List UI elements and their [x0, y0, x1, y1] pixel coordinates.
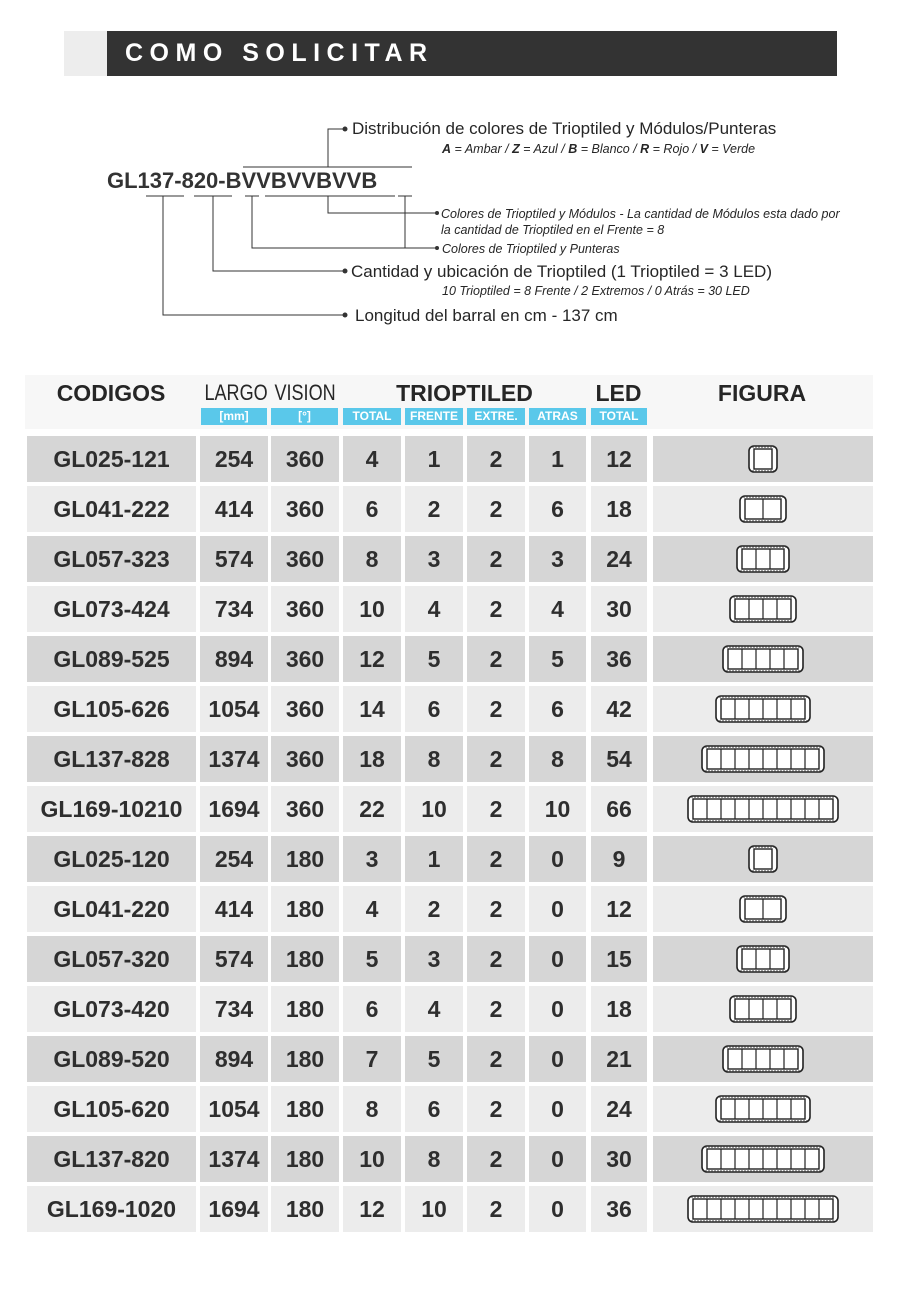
- table-row: [0, 436, 900, 482]
- cell-vision: 180: [271, 1086, 339, 1132]
- cell-figura: [653, 936, 873, 982]
- table-row: [0, 736, 900, 782]
- cell-atras: 0: [529, 1086, 586, 1132]
- cell-frente: 3: [405, 536, 463, 582]
- banner-title: COMO SOLICITAR: [125, 39, 434, 67]
- table-row: [0, 586, 900, 632]
- cell-vision: 180: [271, 886, 339, 932]
- subheader-deg: [°]: [271, 408, 338, 425]
- cell-frente: 2: [405, 486, 463, 532]
- cell-frente: 2: [405, 886, 463, 932]
- light-bar-figure: [700, 1144, 826, 1174]
- cell-largo: 1054: [200, 1086, 268, 1132]
- cell-figura: [653, 786, 873, 832]
- cell-total: 6: [343, 486, 401, 532]
- cell-atras: 0: [529, 1186, 586, 1232]
- cell-figura: [653, 686, 873, 732]
- cell-atras: 3: [529, 536, 586, 582]
- cell-total: 8: [343, 1086, 401, 1132]
- cell-vision: 180: [271, 836, 339, 882]
- cell-code: GL089-525: [27, 636, 196, 682]
- cell-figura: [653, 736, 873, 782]
- header-largo: LARGO: [204, 380, 268, 405]
- cell-frente: 5: [405, 636, 463, 682]
- cell-figura: [653, 586, 873, 632]
- subheader-total: TOTAL: [343, 408, 401, 425]
- cell-code: GL105-620: [27, 1086, 196, 1132]
- cell-extre: 2: [467, 536, 525, 582]
- cell-figura: [653, 1186, 873, 1232]
- cell-largo: 1374: [200, 1136, 268, 1182]
- light-bar-figure: [686, 1194, 840, 1224]
- table-row: [0, 1136, 900, 1182]
- cell-atras: 5: [529, 636, 586, 682]
- length-title: Longitud del barral en cm - 137 cm: [355, 306, 618, 325]
- cell-frente: 1: [405, 436, 463, 482]
- cell-frente: 6: [405, 686, 463, 732]
- cell-vision: 360: [271, 436, 339, 482]
- cell-atras: 8: [529, 736, 586, 782]
- cell-extre: 2: [467, 436, 525, 482]
- cell-total: 4: [343, 886, 401, 932]
- cell-code: GL073-424: [27, 586, 196, 632]
- subheader-extre: EXTRE.: [467, 408, 525, 425]
- qty-title: Cantidad y ubicación de Trioptiled (1 Trioptiled = 3 LED): [351, 262, 772, 281]
- cell-extre: 2: [467, 586, 525, 632]
- cell-largo: 1694: [200, 1186, 268, 1232]
- light-bar-figure: [735, 944, 791, 974]
- cell-led: 24: [591, 536, 647, 582]
- cell-vision: 180: [271, 936, 339, 982]
- cell-frente: 8: [405, 1136, 463, 1182]
- cell-vision: 360: [271, 786, 339, 832]
- header-codigos: CODIGOS: [56, 380, 166, 406]
- cell-figura: [653, 886, 873, 932]
- cell-extre: 2: [467, 486, 525, 532]
- cell-figura: [653, 436, 873, 482]
- cell-code: GL089-520: [27, 1036, 196, 1082]
- cell-code: GL025-120: [27, 836, 196, 882]
- cell-code: GL057-320: [27, 936, 196, 982]
- cell-code: GL041-222: [27, 486, 196, 532]
- cell-atras: 0: [529, 986, 586, 1032]
- cell-led: 36: [591, 636, 647, 682]
- cell-led: 15: [591, 936, 647, 982]
- cell-frente: 6: [405, 1086, 463, 1132]
- colors-legend: A = Ambar / Z = Azul / B = Blanco / R = Rojo / V = Verde: [442, 142, 756, 156]
- light-bar-figure: [714, 1094, 812, 1124]
- cell-code: GL169-10210: [27, 786, 196, 832]
- cell-extre: 2: [467, 1136, 525, 1182]
- light-bar-figure: [686, 794, 840, 824]
- subheader-mm: [mm]: [201, 408, 267, 425]
- light-bar-figure: [747, 444, 779, 474]
- cell-figura: [653, 836, 873, 882]
- cell-frente: 10: [405, 786, 463, 832]
- cell-total: 5: [343, 936, 401, 982]
- cell-led: 30: [591, 586, 647, 632]
- cell-led: 36: [591, 1186, 647, 1232]
- subheader-led-total: TOTAL: [591, 408, 647, 425]
- colors-title: Distribución de colores de Trioptiled y Módulos/Punteras: [352, 119, 777, 138]
- cell-total: 10: [343, 1136, 401, 1182]
- cell-vision: 180: [271, 1186, 339, 1232]
- cell-vision: 360: [271, 486, 339, 532]
- light-bar-figure: [747, 844, 779, 874]
- cell-figura: [653, 1136, 873, 1182]
- header-led: LED: [595, 380, 642, 406]
- cell-extre: 2: [467, 886, 525, 932]
- cell-total: 3: [343, 836, 401, 882]
- cell-atras: 4: [529, 586, 586, 632]
- table-row: [0, 1036, 900, 1082]
- header-figura: FIGURA: [717, 380, 807, 406]
- cell-vision: 360: [271, 736, 339, 782]
- cell-largo: 1374: [200, 736, 268, 782]
- table-row: [0, 886, 900, 932]
- cell-led: 9: [591, 836, 647, 882]
- cell-code: GL105-626: [27, 686, 196, 732]
- cell-largo: 254: [200, 836, 268, 882]
- light-bar-figure: [721, 644, 805, 674]
- cell-frente: 8: [405, 736, 463, 782]
- cell-led: 12: [591, 436, 647, 482]
- cell-extre: 2: [467, 1086, 525, 1132]
- cell-vision: 180: [271, 1136, 339, 1182]
- cell-code: GL041-220: [27, 886, 196, 932]
- cell-atras: 0: [529, 1036, 586, 1082]
- cell-frente: 5: [405, 1036, 463, 1082]
- cell-atras: 10: [529, 786, 586, 832]
- cell-total: 7: [343, 1036, 401, 1082]
- cell-led: 54: [591, 736, 647, 782]
- cell-extre: 2: [467, 836, 525, 882]
- cell-led: 24: [591, 1086, 647, 1132]
- table-row: [0, 536, 900, 582]
- cell-figura: [653, 1036, 873, 1082]
- cell-figura: [653, 636, 873, 682]
- cell-total: 18: [343, 736, 401, 782]
- light-bar-figure: [728, 594, 798, 624]
- light-bar-figure: [700, 744, 826, 774]
- cell-largo: 574: [200, 936, 268, 982]
- cell-largo: 734: [200, 586, 268, 632]
- cell-total: 10: [343, 586, 401, 632]
- cell-atras: 0: [529, 836, 586, 882]
- subheader-atras: ATRAS: [529, 408, 586, 425]
- cell-extre: 2: [467, 686, 525, 732]
- subheader-frente: FRENTE: [405, 408, 463, 425]
- cell-led: 21: [591, 1036, 647, 1082]
- cell-figura: [653, 1086, 873, 1132]
- cell-frente: 1: [405, 836, 463, 882]
- cell-largo: 734: [200, 986, 268, 1032]
- cell-extre: 2: [467, 736, 525, 782]
- cell-total: 12: [343, 1186, 401, 1232]
- cell-total: 14: [343, 686, 401, 732]
- cell-atras: 0: [529, 1136, 586, 1182]
- cell-total: 8: [343, 536, 401, 582]
- cell-largo: 894: [200, 636, 268, 682]
- cell-led: 12: [591, 886, 647, 932]
- cell-atras: 6: [529, 486, 586, 532]
- cell-atras: 6: [529, 686, 586, 732]
- cell-total: 4: [343, 436, 401, 482]
- cell-figura: [653, 486, 873, 532]
- cell-extre: 2: [467, 786, 525, 832]
- cell-frente: 10: [405, 1186, 463, 1232]
- cell-atras: 1: [529, 436, 586, 482]
- cell-vision: 360: [271, 636, 339, 682]
- cell-figura: [653, 986, 873, 1032]
- header-trioptiled: TRIOPTILED: [396, 380, 533, 406]
- cell-frente: 4: [405, 986, 463, 1032]
- cell-led: 30: [591, 1136, 647, 1182]
- cell-extre: 2: [467, 936, 525, 982]
- cell-vision: 180: [271, 1036, 339, 1082]
- cell-atras: 0: [529, 936, 586, 982]
- cell-frente: 4: [405, 586, 463, 632]
- light-bar-figure: [738, 494, 788, 524]
- cell-vision: 180: [271, 986, 339, 1032]
- header-vision: VISION: [274, 380, 336, 405]
- cell-code: GL137-820: [27, 1136, 196, 1182]
- cell-led: 18: [591, 986, 647, 1032]
- cell-vision: 360: [271, 686, 339, 732]
- cell-code: GL025-121: [27, 436, 196, 482]
- tips-note: Colores de Trioptiled y Punteras: [442, 242, 620, 256]
- cell-code: GL073-420: [27, 986, 196, 1032]
- cell-extre: 2: [467, 986, 525, 1032]
- cell-frente: 3: [405, 936, 463, 982]
- cell-code: GL169-1020: [27, 1186, 196, 1232]
- cell-led: 42: [591, 686, 647, 732]
- light-bar-figure: [738, 894, 788, 924]
- table-row: [0, 836, 900, 882]
- light-bar-figure: [721, 1044, 805, 1074]
- table-row: [0, 636, 900, 682]
- cell-led: 66: [591, 786, 647, 832]
- light-bar-figure: [714, 694, 812, 724]
- cell-code: GL057-323: [27, 536, 196, 582]
- cell-vision: 360: [271, 586, 339, 632]
- cell-total: 6: [343, 986, 401, 1032]
- cell-figura: [653, 536, 873, 582]
- cell-extre: 2: [467, 1036, 525, 1082]
- cell-extre: 2: [467, 1186, 525, 1232]
- cell-vision: 360: [271, 536, 339, 582]
- table-row: [0, 936, 900, 982]
- cell-atras: 0: [529, 886, 586, 932]
- cell-largo: 894: [200, 1036, 268, 1082]
- cell-code: GL137-828: [27, 736, 196, 782]
- cell-largo: 1694: [200, 786, 268, 832]
- cell-total: 22: [343, 786, 401, 832]
- cell-largo: 1054: [200, 686, 268, 732]
- example-code: GL137-820-BVVBVVBVVB: [107, 168, 378, 193]
- table-row: [0, 986, 900, 1032]
- modules-note: Colores de Trioptiled y Módulos - La cantidad de Módulos esta dado por la cantidad de Trioptiled en el Frente = 8: [441, 207, 840, 237]
- table-row: [0, 686, 900, 732]
- table-row: [0, 786, 900, 832]
- qty-note: 10 Trioptiled = 8 Frente / 2 Extremos / 0 Atrás = 30 LED: [442, 284, 750, 298]
- cell-largo: 574: [200, 536, 268, 582]
- cell-total: 12: [343, 636, 401, 682]
- table-row: [0, 1086, 900, 1132]
- cell-largo: 254: [200, 436, 268, 482]
- light-bar-figure: [728, 994, 798, 1024]
- cell-largo: 414: [200, 886, 268, 932]
- table-row: [0, 486, 900, 532]
- cell-largo: 414: [200, 486, 268, 532]
- table-row: [0, 1186, 900, 1232]
- cell-led: 18: [591, 486, 647, 532]
- light-bar-figure: [735, 544, 791, 574]
- cell-extre: 2: [467, 636, 525, 682]
